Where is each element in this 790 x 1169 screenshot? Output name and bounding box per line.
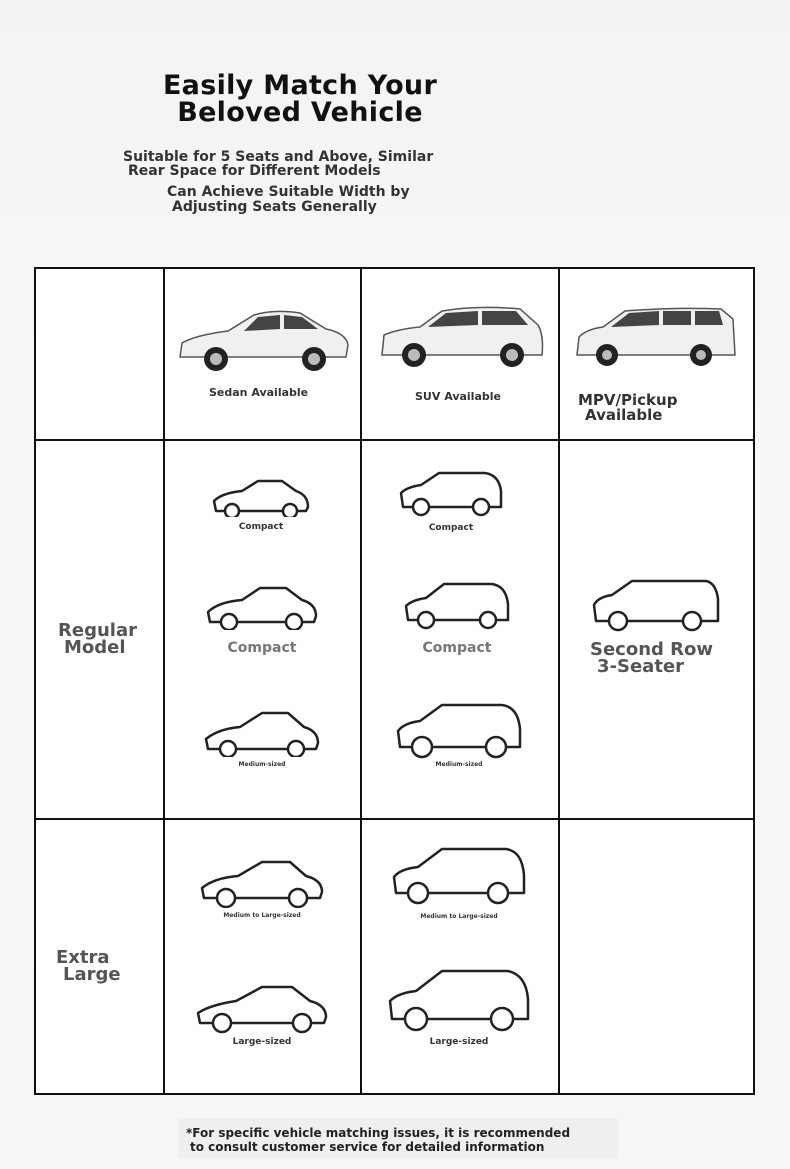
mpv-photo bbox=[573, 305, 737, 369]
sedan-medium-large-label: Medium to Large-sized bbox=[223, 912, 301, 919]
mpv-seating-label bbox=[590, 641, 713, 675]
sedan-photo bbox=[176, 299, 352, 375]
row-label-extra-large bbox=[56, 949, 121, 983]
subtitle-line-4: Adjusting Seats Generally bbox=[172, 199, 377, 215]
sedan-compact-outline-icon bbox=[206, 586, 318, 630]
suv-compact-label-large: Compact bbox=[422, 640, 492, 656]
sedan-compact-label-large: Compact bbox=[227, 640, 297, 656]
sedan-large-outline-icon bbox=[196, 985, 328, 1035]
suv-large-label: Large-sized bbox=[429, 1037, 489, 1047]
row-label-extra-line-2: Large bbox=[63, 964, 121, 985]
suv-medium-large-label: Medium to Large-sized bbox=[420, 913, 498, 920]
mpv-column-label bbox=[578, 393, 677, 423]
mpv-outline-icon bbox=[592, 579, 720, 633]
row-label-regular-line-2: Model bbox=[64, 637, 126, 658]
suv-photo bbox=[378, 303, 548, 371]
page-title bbox=[0, 72, 600, 126]
footer-note-line-2: to consult customer service for detailed information bbox=[190, 1140, 545, 1154]
suv-column-label: SUV Available bbox=[415, 390, 501, 403]
vehicle-match-table bbox=[34, 267, 755, 1095]
title-line-2: Beloved Vehicle bbox=[177, 97, 423, 128]
mpv-seating-line-1: Second Row bbox=[590, 639, 714, 660]
subtitle-line-2: Rear Space for Different Models bbox=[128, 163, 381, 179]
footer-note-line-1: *For specific vehicle matching issues, it is recommended bbox=[186, 1126, 571, 1140]
row-label-regular bbox=[58, 622, 137, 656]
grid-divider bbox=[558, 269, 560, 1093]
subtitle-line-1: Suitable for 5 Seats and Above, Similar bbox=[123, 149, 434, 165]
title-line-1: Easily Match Your bbox=[162, 70, 438, 101]
sedan-medium-large-outline-icon bbox=[200, 860, 324, 908]
grid-divider bbox=[360, 269, 362, 1093]
suv-compact-outline-icon bbox=[399, 471, 503, 517]
suv-compact-outline-icon bbox=[404, 582, 510, 630]
sedan-column-label: Sedan Available bbox=[209, 386, 309, 399]
suv-medium-label: Medium-sized bbox=[435, 761, 483, 768]
mpv-seating-line-2: 3-Seater bbox=[597, 656, 685, 677]
row-label-extra-line-1: Extra bbox=[56, 947, 110, 968]
row-label-regular-line-1: Regular bbox=[58, 620, 137, 641]
grid-divider bbox=[163, 269, 165, 1093]
footer-note bbox=[178, 1118, 618, 1158]
mpv-label-line-2: Available bbox=[585, 406, 663, 424]
grid-divider bbox=[36, 818, 753, 820]
sedan-medium-outline-icon bbox=[204, 711, 320, 757]
suv-medium-large-outline-icon bbox=[392, 847, 526, 905]
suv-compact-label: Compact bbox=[428, 523, 474, 533]
sedan-medium-label: Medium-sized bbox=[238, 761, 286, 768]
suv-medium-outline-icon bbox=[396, 703, 522, 759]
mpv-label-line-1: MPV/Pickup bbox=[578, 391, 678, 409]
suv-large-outline-icon bbox=[388, 969, 530, 1033]
sedan-compact-label: Compact bbox=[238, 522, 284, 532]
sedan-compact-outline-icon bbox=[212, 479, 310, 517]
sedan-large-label: Large-sized bbox=[232, 1037, 292, 1047]
subtitle-line-3: Can Achieve Suitable Width by bbox=[167, 184, 410, 200]
grid-divider bbox=[36, 439, 753, 441]
